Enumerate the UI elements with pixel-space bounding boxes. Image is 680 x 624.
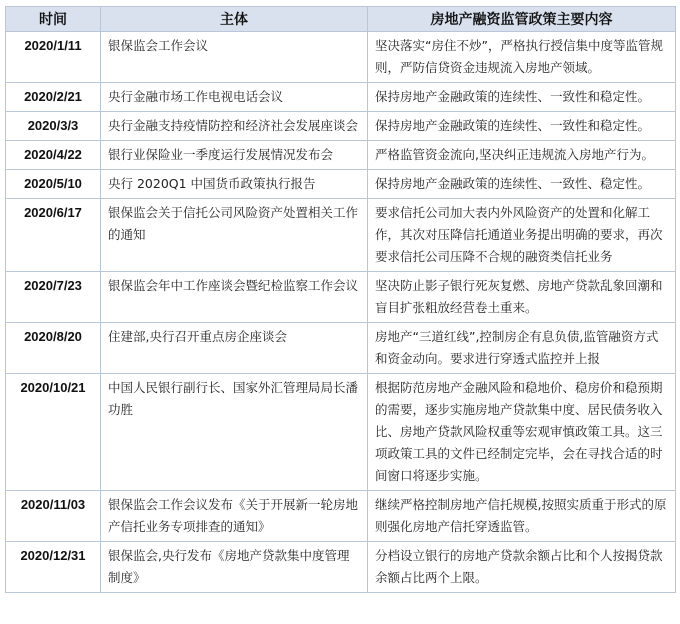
policy-table	[5, 6, 676, 593]
table-row	[6, 32, 676, 83]
cell-content: 坚决落实“房住不炒”，严格执行授信集中度等监管规则，严防信贷资金违规流入房地产领域。	[368, 32, 676, 83]
cell-date: 2020/6/17	[6, 199, 101, 272]
table-row	[6, 323, 676, 374]
cell-subject: 央行金融市场工作电视电话会议	[101, 83, 368, 112]
cell-subject: 银保监会工作会议发布《关于开展新一轮房地产信托业务专项排查的通知》	[101, 491, 368, 542]
cell-date: 2020/2/21	[6, 83, 101, 112]
header-subject: 主体	[101, 7, 368, 32]
cell-date: 2020/10/21	[6, 374, 101, 491]
cell-date: 2020/12/31	[6, 542, 101, 593]
cell-date: 2020/4/22	[6, 141, 101, 170]
cell-date: 2020/7/23	[6, 272, 101, 323]
cell-date: 2020/11/03	[6, 491, 101, 542]
cell-content: 继续严格控制房地产信托规模,按照实质重于形式的原则强化房地产信托穿透监管。	[368, 491, 676, 542]
cell-content: 保持房地产金融政策的连续性、一致性、稳定性。	[368, 170, 676, 199]
cell-content: 严格监管资金流向,坚决纠正违规流入房地产行为。	[368, 141, 676, 170]
cell-subject: 银保监会,央行发布《房地产贷款集中度管理制度》	[101, 542, 368, 593]
cell-date: 2020/8/20	[6, 323, 101, 374]
cell-subject: 央行金融支持疫情防控和经济社会发展座谈会	[101, 112, 368, 141]
table-row	[6, 491, 676, 542]
cell-subject: 银保监会工作会议	[101, 32, 368, 83]
cell-date: 2020/5/10	[6, 170, 101, 199]
cell-subject: 中国人民银行副行长、国家外汇管理局局长潘功胜	[101, 374, 368, 491]
table-row	[6, 83, 676, 112]
cell-content: 房地产“三道红线”,控制房企有息负债,监管融资方式和资金动向。要求进行穿透式监控并上报	[368, 323, 676, 374]
cell-content: 坚决防止影子银行死灰复燃、房地产贷款乱象回潮和盲目扩张粗放经营卷土重来。	[368, 272, 676, 323]
cell-subject: 银行业保险业一季度运行发展情况发布会	[101, 141, 368, 170]
cell-content: 根据防范房地产金融风险和稳地价、稳房价和稳预期的需要，逐步实施房地产贷款集中度、居民债务收入比、房地产贷款风险权重等宏观审慎政策工具。这三项政策工具的文件已经制定完毕，会在寻找合适的时间窗口将逐步实施。	[368, 374, 676, 491]
cell-subject: 银保监会年中工作座谈会暨纪检监察工作会议	[101, 272, 368, 323]
table-row	[6, 542, 676, 593]
cell-subject: 央行 2020Q1 中国货币政策执行报告	[101, 170, 368, 199]
header-content: 房地产融资监管政策主要内容	[368, 7, 676, 32]
table-row	[6, 374, 676, 491]
cell-date: 2020/3/3	[6, 112, 101, 141]
table-row	[6, 141, 676, 170]
table-row	[6, 199, 676, 272]
cell-content: 保持房地产金融政策的连续性、一致性和稳定性。	[368, 83, 676, 112]
cell-content: 分档设立银行的房地产贷款余额占比和个人按揭贷款余额占比两个上限。	[368, 542, 676, 593]
header-date: 时间	[6, 7, 101, 32]
policy-table-container	[5, 6, 675, 593]
cell-content: 保持房地产金融政策的连续性、一致性和稳定性。	[368, 112, 676, 141]
cell-subject: 银保监会关于信托公司风险资产处置相关工作的通知	[101, 199, 368, 272]
cell-date: 2020/1/11	[6, 32, 101, 83]
cell-subject: 住建部,央行召开重点房企座谈会	[101, 323, 368, 374]
table-row	[6, 170, 676, 199]
table-row	[6, 112, 676, 141]
table-header-row	[6, 7, 676, 32]
cell-content: 要求信托公司加大表内外风险资产的处置和化解工作，其次对压降信托通道业务提出明确的要求，再次要求信托公司压降不合规的融资类信托业务	[368, 199, 676, 272]
table-row	[6, 272, 676, 323]
